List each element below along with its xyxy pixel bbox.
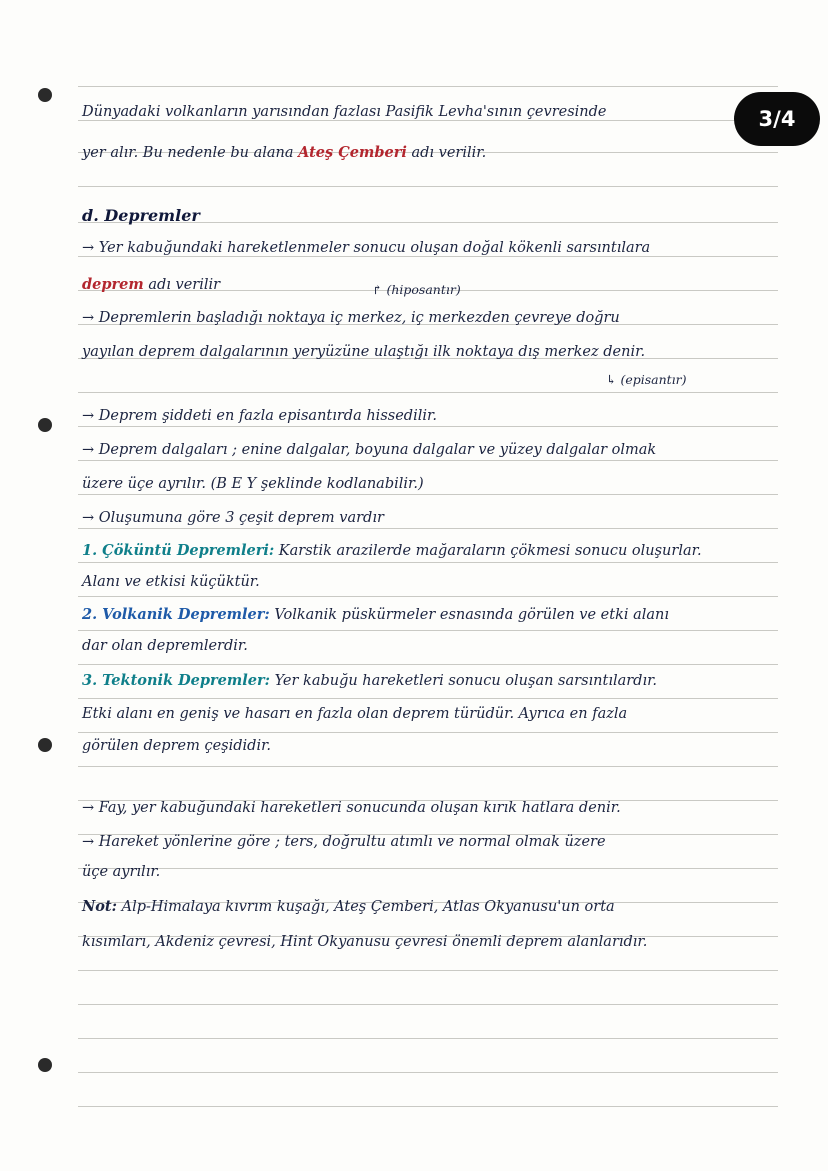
rule-line <box>78 630 778 631</box>
rule-line <box>78 120 778 121</box>
note-line <box>82 672 657 689</box>
note-line <box>82 144 486 161</box>
note-line: Etki alanı en geniş ve hasarı en fazla olan deprem türüdür. Ayrıca en fazla <box>82 706 628 722</box>
binder-hole <box>38 418 52 432</box>
note-line <box>82 898 615 915</box>
subheading-cokuntu: 1. Çöküntü Depremleri: <box>82 542 275 559</box>
note-line <box>82 542 702 559</box>
binder-hole <box>38 88 52 102</box>
note-line: → Yer kabuğundaki hareketlenmeler sonucu oluşan doğal kökenli sarsıntılara <box>82 240 651 256</box>
rule-line <box>78 1038 778 1039</box>
rule-line <box>78 392 778 393</box>
rule-line <box>78 562 778 563</box>
note-line: kısımları, Akdeniz çevresi, Hint Okyanusu çevresi önemli deprem alanlarıdır. <box>82 934 648 950</box>
rule-line <box>78 868 778 869</box>
note-text: Alp-Himalaya kıvrım kuşağı, Ateş Çemberi, Atlas Okyanusu'un orta <box>116 899 615 915</box>
note-line: → Deprem şiddeti en fazla episantırda hissedilir. <box>82 408 437 424</box>
note-line: → Hareket yönlerine göre ; ters, doğrultu atımlı ve normal olmak üzere <box>82 834 606 850</box>
note-text: Yer kabuğu hareketleri sonucu oluşan sarsıntılardır. <box>269 673 658 689</box>
note-text: Karstik arazilerde mağaraların çökmesi sonucu oluşurlar. <box>274 543 702 559</box>
subheading-tektonik: 3. Tektonik Depremler: <box>82 672 270 689</box>
subheading-volkanik: 2. Volkanik Depremler: <box>82 606 270 623</box>
note-line <box>82 606 669 623</box>
note-line: → Oluşumuna göre 3 çeşit deprem vardır <box>82 510 384 526</box>
note-line: görülen deprem çeşididir. <box>82 738 272 754</box>
rule-line <box>78 1072 778 1073</box>
note-text: adı verilir. <box>406 145 487 161</box>
rule-line <box>78 426 778 427</box>
note-line: → Deprem dalgaları ; enine dalgalar, boyuna dalgalar ve yüzey dalgalar olmak <box>82 442 657 458</box>
note-line: dar olan depremlerdir. <box>82 638 248 654</box>
note-text: Volkanik püskürmeler esnasında görülen ve etki alanı <box>269 607 670 623</box>
note-line <box>82 276 220 293</box>
note-line: → Depremlerin başladığı noktaya iç merkez, iç merkezden çevreye doğru <box>82 310 620 326</box>
rule-line <box>78 528 778 529</box>
note-line: üzere üçe ayrılır. (B E Y şeklinde kodlanabilir.) <box>82 476 424 492</box>
page-number-badge: 3/4 <box>734 92 820 146</box>
note-line: Dünyadaki volkanların yarısından fazlası Pasifik Levha'sının çevresinde <box>82 104 607 120</box>
rule-line <box>78 494 778 495</box>
note-label: Not: <box>82 898 117 915</box>
rule-line <box>78 664 778 665</box>
highlight-term: Ateş Çemberi <box>298 144 407 161</box>
highlight-term: deprem <box>82 276 144 293</box>
rule-line <box>78 766 778 767</box>
binder-hole <box>38 738 52 752</box>
rule-line <box>78 1004 778 1005</box>
section-heading: d. Depremler <box>82 206 200 225</box>
note-line: yayılan deprem dalgalarının yeryüzüne ulaştığı ilk noktaya dış merkez denir. <box>82 344 646 360</box>
note-text: yer alır. Bu nedenle bu alana <box>82 145 299 161</box>
rule-line <box>78 1106 778 1107</box>
binder-hole <box>38 1058 52 1072</box>
episantir-note: ↳ (episantır) <box>606 372 687 387</box>
rule-line <box>78 86 778 87</box>
rule-line <box>78 460 778 461</box>
rule-line <box>78 732 778 733</box>
hyposantir-note: ↱ (hiposantır) <box>372 282 461 297</box>
rule-line <box>78 698 778 699</box>
rule-line <box>78 256 778 257</box>
rule-line <box>78 186 778 187</box>
rule-line <box>78 970 778 971</box>
rule-line <box>78 596 778 597</box>
note-line: Alanı ve etkisi küçüktür. <box>82 574 260 590</box>
note-text: adı verilir <box>143 277 221 293</box>
note-line: üçe ayrılır. <box>82 864 161 880</box>
note-line: → Fay, yer kabuğundaki hareketleri sonucunda oluşan kırık hatlara denir. <box>82 800 621 816</box>
